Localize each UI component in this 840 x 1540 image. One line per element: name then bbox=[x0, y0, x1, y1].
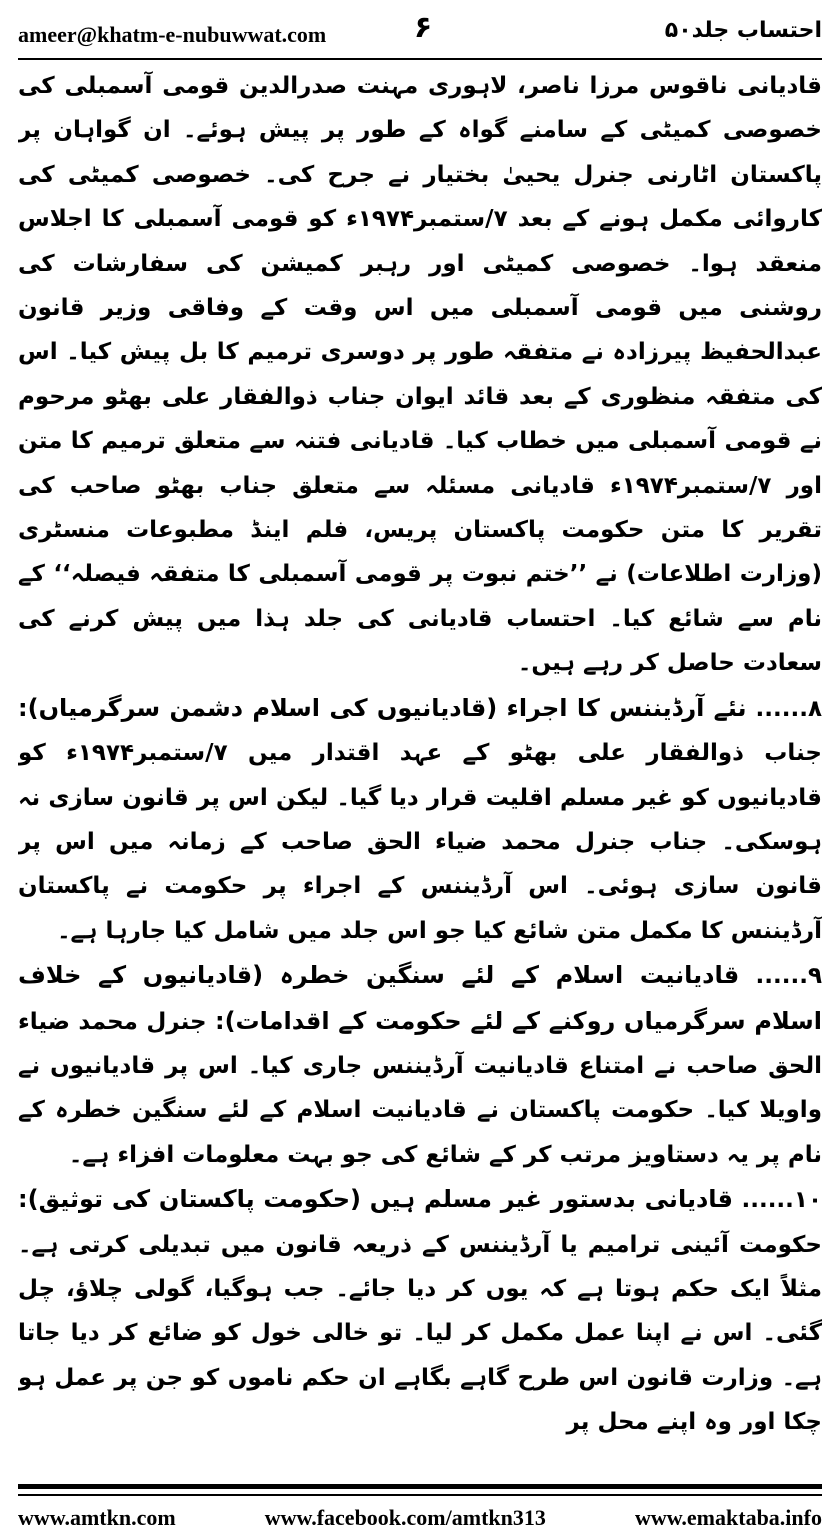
footer-rule-thick bbox=[18, 1484, 822, 1489]
page-body bbox=[18, 64, 822, 1464]
paragraph-text: حکومت آئینی ترامیم یا آرڈیننس کے ذریعہ قانون میں تبدیلی کرتی ہے۔ مثلاً ایک حکم ہوتا ہے کہ یوں کر دیا جائے۔ جب ہوگیا، گولی چلاؤ، چل گئی۔ اس نے اپنا عمل مکمل کر لیا۔ تو خالی خول کو ضائع کر دیا جاتا ہے۔ وزارت قانون اس طرح گاہے بگاہے ان حکم ناموں کو جن پر عمل ہو چکا اور وہ اپنے محل پر bbox=[18, 1231, 822, 1436]
paragraph-number: ۱۰...... bbox=[741, 1187, 822, 1214]
paragraph-8 bbox=[18, 686, 822, 953]
footer-link-facebook[interactable]: www.facebook.com/amtkn313 bbox=[264, 1505, 546, 1530]
book-title: احتساب جلد۵۰ bbox=[664, 18, 822, 43]
paragraph-text: جنرل محمد ضیاء الحق صاحب نے امتناع قادیانیت آرڈیننس جاری کیا۔ اس پر قادیانیوں نے واویلا کیا۔ حکومت پاکستان نے قادیانیت اسلام کے لئے سنگین خطرہ کے نام پر یہ دستاویز مرتب کر کے شائع کی جو بہت معلومات افزاء ہے۔ bbox=[18, 1008, 822, 1168]
paragraph-text: قادیانی ناقوس مرزا ناصر، لاہوری مہنت صدرالدین قومی آسمبلی کی خصوصی کمیٹی کے سامنے گواہ کے طور پر پیش ہوئے۔ ان گواہان پر پاکستان اٹارنی جنرل یحییٰ بختیار نے جرح کی۔ خصوصی کمیٹی کی کاروائی مکمل ہونے کے بعد ۷/ستمبر۱۹۷۴ء کو قومی آسمبلی کا اجلاس منعقد ہوا۔ خصوصی کمیٹی اور رہبر کمیشن کی سفارشات کی روشنی میں قومی آسمبلی میں اس وقت کے وفاقی وزیر قانون عبدالحفیظ پیرزادہ نے متفقہ طور پر دوسری ترمیم کا بل پیش کیا۔ اس کی متفقہ منظوری کے بعد قائد ایوان جناب ذوالفقار علی بھٹو مرحوم نے قومی آسمبلی میں خطاب کیا۔ قادیانی فتنہ سے متعلق ترمیم کا متن اور ۷/ستمبر۱۹۷۴ء قادیانی مسئلہ سے متعلق جناب بھٹو صاحب کی تقریر کا متن حکومت پاکستان پریس، فلم اینڈ مطبوعات منسٹری (وزارت اطلاعات) نے ’’ختم نبوت پر قومی آسمبلی کا متفقہ فیصلہ‘‘ کے نام سے شائع کیا۔ احتساب قادیانی کی جلد ہذا میں پیش کرنے کی سعادت حاصل کر رہے ہیں۔ bbox=[18, 73, 822, 677]
footer-rule-thin bbox=[18, 1494, 822, 1496]
paragraph-10 bbox=[18, 1177, 822, 1444]
footer-link-emaktaba[interactable]: www.emaktaba.info bbox=[634, 1505, 822, 1530]
footer-link-amtkn[interactable]: www.amtkn.com bbox=[18, 1505, 176, 1530]
paragraph-heading: قادیانی بدستور غیر مسلم ہیں (حکومت پاکستان کی توثیق): bbox=[18, 1185, 734, 1214]
paragraph-text: جناب ذوالفقار علی بھٹو کے عہد اقتدار میں ۷/ستمبر۱۹۷۴ء کو قادیانیوں کو غیر مسلم اقلیت قرار دیا گیا۔ لیکن اس پر قانون سازی نہ ہوسکی۔ جناب جنرل محمد ضیاء الحق صاحب کے زمانہ میں اس پر قانون سازی ہوئی۔ اس آرڈیننس کے اجراء پر حکومت نے پاکستان آرڈیننس کا مکمل متن شائع کیا جو اس جلد میں شامل کیا جارہا ہے۔ bbox=[18, 740, 822, 944]
paragraph-9 bbox=[18, 953, 822, 1177]
paragraph-heading: قادیانیت اسلام کے لئے سنگین خطرہ (قادیانیوں کے خلاف اسلام سرگرمیاں روکنے کے لئے حکومت کے اقدامات): bbox=[18, 961, 822, 1035]
paragraph-number: ۸...... bbox=[755, 695, 822, 722]
paragraph-number: ۹...... bbox=[755, 963, 822, 990]
header-email: ameer@khatm-e-nubuwwat.com bbox=[18, 22, 327, 47]
header-rule bbox=[18, 58, 822, 60]
paragraph-intro bbox=[18, 64, 822, 686]
page-number: ۶ bbox=[413, 10, 433, 45]
page-header bbox=[18, 10, 822, 54]
page-footer bbox=[18, 1502, 822, 1534]
paragraph-heading: نئے آرڈیننس کا اجراء (قادیانیوں کی اسلام دشمن سرگرمیاں): bbox=[18, 693, 747, 722]
